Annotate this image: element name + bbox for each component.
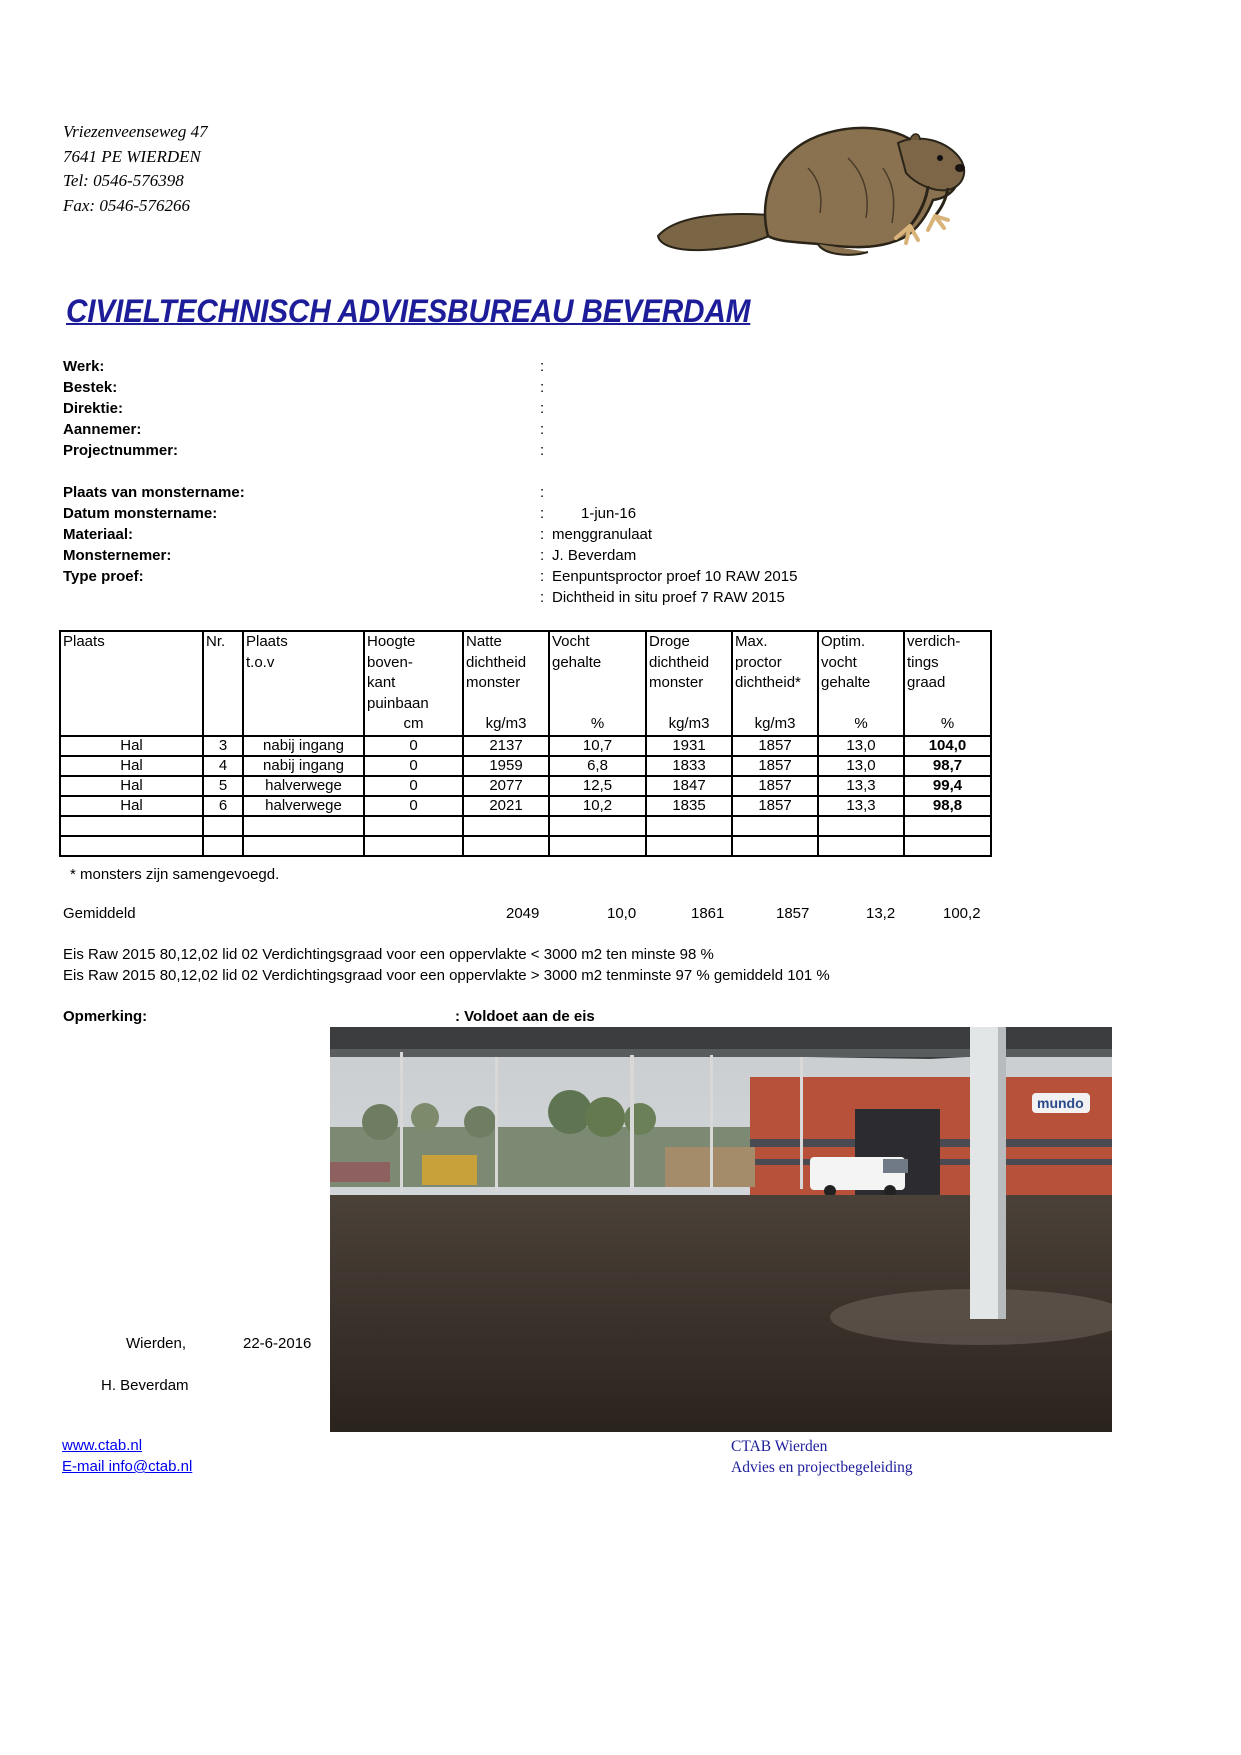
cell-nr: 4 — [203, 756, 243, 776]
gemiddeld-label: Gemiddeld — [63, 905, 136, 922]
cell-optim: 13,0 — [818, 756, 904, 776]
cell-natte: 2137 — [463, 736, 549, 756]
eis-line-2: Eis Raw 2015 80,12,02 lid 02 Verdichtingsgraad voor een oppervlakte > 3000 m2 tenminste 97 % gemiddeld 101 % — [63, 967, 830, 984]
label-monsternemer: Monsternemer: — [63, 547, 172, 564]
cell-optim: 13,0 — [818, 736, 904, 756]
value-type-1: Eenpuntsproctor proef 10 RAW 2015 — [552, 568, 798, 585]
colon: : — [540, 589, 545, 606]
cell-plaats: Hal — [60, 756, 203, 776]
header-optim: Optim. vocht gehalte % — [818, 631, 904, 736]
footer-tagline: Advies en projectbegeleiding — [731, 1459, 913, 1476]
cell-hoogte: 0 — [364, 736, 463, 756]
gemiddeld-verdichting: 100,2 — [943, 905, 981, 922]
cell-max: 1857 — [732, 776, 818, 796]
cell-max: 1857 — [732, 736, 818, 756]
colon: : — [540, 358, 545, 375]
site-photo — [330, 1027, 1112, 1432]
value-type-2: Dichtheid in situ proef 7 RAW 2015 — [552, 589, 785, 606]
cell-nr: 5 — [203, 776, 243, 796]
colon: : — [540, 400, 545, 417]
cell-vocht: 12,5 — [549, 776, 646, 796]
table-row — [60, 776, 991, 796]
label-projectnummer: Projectnummer: — [63, 442, 179, 459]
opmerking-label: Opmerking: — [63, 1008, 148, 1025]
eis-line-1: Eis Raw 2015 80,12,02 lid 02 Verdichtingsgraad voor een oppervlakte < 3000 m2 ten minste 98 % — [63, 946, 714, 963]
value-materiaal: menggranulaat — [552, 526, 653, 543]
colon: : — [540, 547, 545, 564]
cell-tov: nabij ingang — [243, 756, 364, 776]
value-datum: 1-jun-16 — [581, 505, 637, 522]
label-direktie: Direktie: — [63, 400, 124, 417]
table-row-empty — [60, 836, 991, 856]
cell-vocht: 10,2 — [549, 796, 646, 816]
cell-max: 1857 — [732, 796, 818, 816]
header-plaats: Plaats — [60, 631, 203, 736]
address-street: Vriezenveenseweg 47 — [63, 122, 208, 141]
header-hoogte: Hoogte boven- kant puinbaan cm — [364, 631, 463, 736]
colon: : — [540, 484, 545, 501]
cell-plaats: Hal — [60, 776, 203, 796]
address-tel: Tel: 0546-576398 — [63, 171, 184, 190]
table-row — [60, 756, 991, 776]
photo-sign-text: mundo — [1037, 1095, 1084, 1111]
results-table — [59, 630, 992, 857]
cell-hoogte: 0 — [364, 776, 463, 796]
gemiddeld-max: 1857 — [776, 905, 810, 922]
header-plaats-tov: Plaats t.o.v — [243, 631, 364, 736]
opmerking-value: : Voldoet aan de eis — [455, 1008, 595, 1025]
beaver-logo — [648, 118, 988, 278]
cell-natte: 2021 — [463, 796, 549, 816]
label-werk: Werk: — [63, 358, 105, 375]
cell-droge: 1847 — [646, 776, 732, 796]
label-materiaal: Materiaal: — [63, 526, 134, 543]
cell-tov: halverwege — [243, 796, 364, 816]
footer-ctab: CTAB Wierden — [731, 1438, 828, 1455]
company-name: CIVIELTECHNISCH ADVIESBUREAU BEVERDAM — [66, 293, 751, 329]
table-row — [60, 736, 991, 756]
cell-tov: nabij ingang — [243, 736, 364, 756]
table-header-row — [60, 631, 991, 736]
cell-droge: 1833 — [646, 756, 732, 776]
cell-vocht: 10,7 — [549, 736, 646, 756]
gemiddeld-droge: 1861 — [691, 905, 725, 922]
colon: : — [540, 526, 545, 543]
table-row — [60, 796, 991, 816]
colon: : — [540, 379, 545, 396]
label-aannemer: Aannemer: — [63, 421, 142, 438]
cell-nr: 6 — [203, 796, 243, 816]
sign-place: Wierden, — [126, 1335, 187, 1352]
header-natte: Natte dichtheid monster kg/m3 — [463, 631, 549, 736]
address-block — [63, 120, 208, 218]
header-droge: Droge dichtheid monster kg/m3 — [646, 631, 732, 736]
website-link[interactable]: www.ctab.nl — [62, 1437, 143, 1454]
label-datum: Datum monstername: — [63, 505, 218, 522]
table-note: * monsters zijn samengevoegd. — [70, 866, 280, 883]
cell-vocht: 6,8 — [549, 756, 646, 776]
cell-natte: 1959 — [463, 756, 549, 776]
header-nr: Nr. — [203, 631, 243, 736]
email-link[interactable]: E-mail info@ctab.nl — [62, 1458, 193, 1475]
label-type: Type proef: — [63, 568, 144, 585]
sign-date: 22-6-2016 — [243, 1335, 312, 1352]
cell-optim: 13,3 — [818, 776, 904, 796]
cell-plaats: Hal — [60, 736, 203, 756]
label-plaats: Plaats van monstername: — [63, 484, 245, 501]
cell-hoogte: 0 — [364, 796, 463, 816]
cell-nr: 3 — [203, 736, 243, 756]
cell-verdichting: 98,7 — [904, 756, 991, 776]
header-max: Max. proctor dichtheid* kg/m3 — [732, 631, 818, 736]
gemiddeld-natte: 2049 — [506, 905, 540, 922]
header-verdichting: verdich- tings graad % — [904, 631, 991, 736]
value-monsternemer: J. Beverdam — [552, 547, 637, 564]
cell-verdichting: 98,8 — [904, 796, 991, 816]
cell-verdichting: 99,4 — [904, 776, 991, 796]
label-bestek: Bestek: — [63, 379, 118, 396]
cell-plaats: Hal — [60, 796, 203, 816]
gemiddeld-vocht: 10,0 — [607, 905, 637, 922]
cell-max: 1857 — [732, 756, 818, 776]
header-vocht: Vocht gehalte % — [549, 631, 646, 736]
cell-verdichting: 104,0 — [904, 736, 991, 756]
cell-droge: 1835 — [646, 796, 732, 816]
colon: : — [540, 505, 545, 522]
cell-droge: 1931 — [646, 736, 732, 756]
cell-hoogte: 0 — [364, 756, 463, 776]
cell-natte: 2077 — [463, 776, 549, 796]
colon: : — [540, 421, 545, 438]
cell-tov: halverwege — [243, 776, 364, 796]
colon: : — [540, 568, 545, 585]
gemiddeld-optim: 13,2 — [866, 905, 896, 922]
address-city: 7641 PE WIERDEN — [63, 146, 201, 166]
table-row-empty — [60, 816, 991, 836]
sign-name: H. Beverdam — [101, 1377, 189, 1394]
address-fax: Fax: 0546-576266 — [63, 195, 191, 215]
colon: : — [540, 442, 545, 459]
cell-optim: 13,3 — [818, 796, 904, 816]
